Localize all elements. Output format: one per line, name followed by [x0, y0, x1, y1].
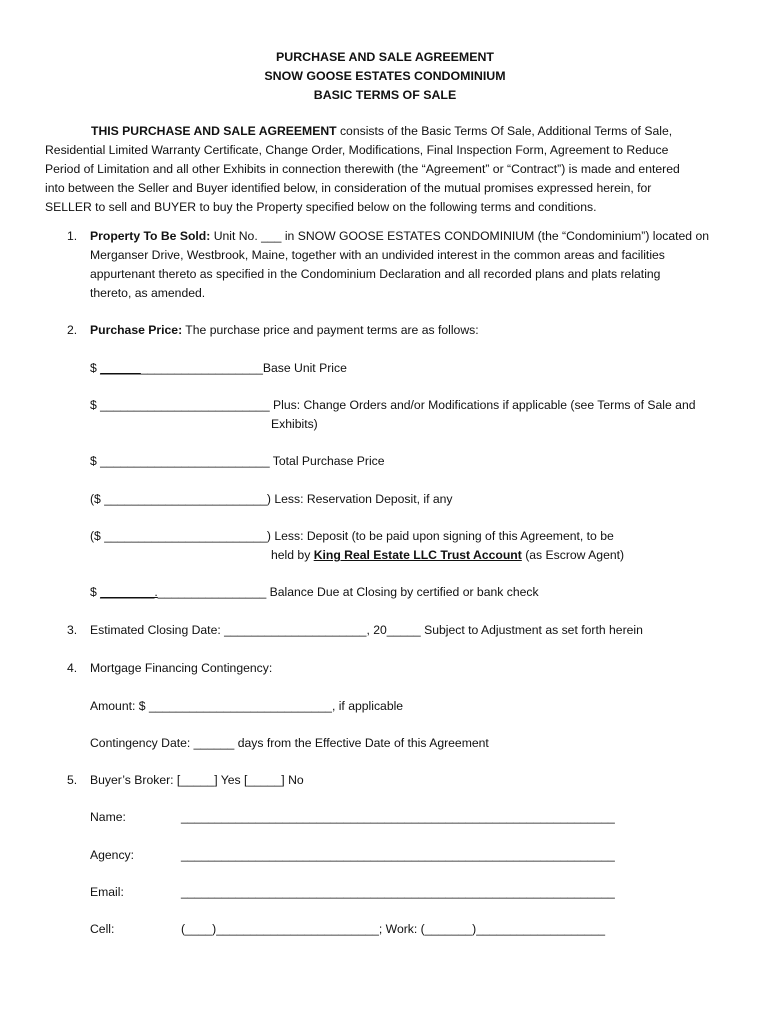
- section-1-line-1: [90, 227, 709, 246]
- section-3-number: 3.: [67, 623, 78, 637]
- broker-agency-label: Agency:: [90, 848, 135, 862]
- contingency-date-line: Contingency Date: ______ days from the Effective Date of this Agreement: [90, 736, 489, 750]
- broker-name-label: Name:: [90, 810, 126, 824]
- total-purchase-price-row: $ _________________________ Total Purchase Price: [90, 454, 385, 468]
- base-unit-price-label: __________________Base Unit Price: [140, 361, 347, 375]
- section-2-text: The purchase price and payment terms are as follows:: [182, 323, 479, 337]
- intro-lead: THIS PURCHASE AND SALE AGREEMENT: [91, 124, 337, 138]
- broker-email-field: ________________________________________________________________: [181, 885, 615, 899]
- mortgage-amount-line: Amount: $ ___________________________, if applicable: [90, 699, 404, 713]
- section-2-heading: Purchase Price:: [90, 323, 183, 337]
- section-1-line-3: appurtenant thereto as specified in the Condominium Declaration and all recorded plans and plats relating: [90, 267, 661, 281]
- section-1-heading: Property To Be Sold:: [90, 229, 211, 243]
- doc-section-title: BASIC TERMS OF SALE: [313, 88, 457, 102]
- balance-due-label: ________________ Balance Due at Closing by certified or bank check: [157, 585, 539, 599]
- intro-line-4: into between the Seller and Buyer identified below, in consideration of the mutual promises expressed herein, for: [45, 181, 652, 195]
- broker-name-field: ________________________________________________________________: [181, 810, 615, 824]
- intro-line-1: [91, 122, 672, 141]
- broker-email-label: Email:: [90, 885, 124, 899]
- change-orders-row: $ _________________________ Plus: Change Orders and/or Modifications if applicable (see Terms of Sale and: [90, 398, 696, 412]
- dollar-sign: $: [90, 585, 101, 599]
- escrow-agent-text: (as Escrow Agent): [521, 548, 625, 562]
- intro-line-2: Residential Limited Warranty Certificate, Change Order, Modifications, Final Inspection Form, Agreement to Reduce: [45, 143, 669, 157]
- broker-phone-field: (____)________________________; Work: (_______)___________________: [181, 922, 606, 936]
- reservation-deposit-row: ($ ________________________) Less: Reservation Deposit, if any: [90, 492, 453, 506]
- doc-subtitle: SNOW GOOSE ESTATES CONDOMINIUM: [264, 69, 506, 83]
- mortgage-contingency-line: Mortgage Financing Contingency:: [90, 661, 273, 675]
- closing-date-line: Estimated Closing Date: _____________________, 20_____ Subject to Adjustment as set forth herein: [90, 623, 643, 637]
- base-unit-price-blank: ______: [100, 361, 141, 375]
- base-unit-price-row: [90, 359, 347, 378]
- escrow-agent-name: King Real Estate LLC Trust Account: [313, 548, 522, 562]
- dollar-sign: $: [90, 361, 101, 375]
- balance-due-row: [90, 583, 539, 602]
- deposit-row: ($ ________________________) Less: Deposit (to be paid upon signing of this Agreement, to be: [90, 529, 614, 543]
- section-1-line-4: thereto, as amended.: [90, 286, 206, 300]
- broker-cell-label: Cell:: [90, 922, 115, 936]
- section-1-text: Unit No. ___ in SNOW GOOSE ESTATES CONDOMINIUM (the “Condominium”) located on: [210, 229, 710, 243]
- section-2-number: 2.: [67, 323, 78, 337]
- section-2-line: [90, 321, 479, 340]
- intro-line-5: SELLER to sell and BUYER to buy the Property specified below on the following terms and conditions.: [45, 200, 597, 214]
- section-1-line-2: Merganser Drive, Westbrook, Maine, together with an undivided interest in the common areas and facilities: [90, 248, 665, 262]
- intro-text-1: consists of the Basic Terms Of Sale, Additional Terms of Sale,: [336, 124, 673, 138]
- change-orders-row-cont: Exhibits): [271, 417, 318, 431]
- deposit-row-cont: [271, 546, 624, 565]
- held-by-text: held by: [271, 548, 314, 562]
- balance-due-blank: ________.: [100, 585, 158, 599]
- section-4-number: 4.: [67, 661, 78, 675]
- buyers-broker-line: Buyer’s Broker: [_____] Yes [_____] No: [90, 773, 304, 787]
- doc-title: PURCHASE AND SALE AGREEMENT: [276, 50, 494, 64]
- broker-agency-field: ________________________________________________________________: [181, 848, 615, 862]
- intro-line-3: Period of Limitation and all other Exhibits in connection therewith (the “Agreement” or “Contract”) is made and entered: [45, 162, 680, 176]
- section-5-number: 5.: [67, 773, 78, 787]
- section-1-number: 1.: [67, 229, 78, 243]
